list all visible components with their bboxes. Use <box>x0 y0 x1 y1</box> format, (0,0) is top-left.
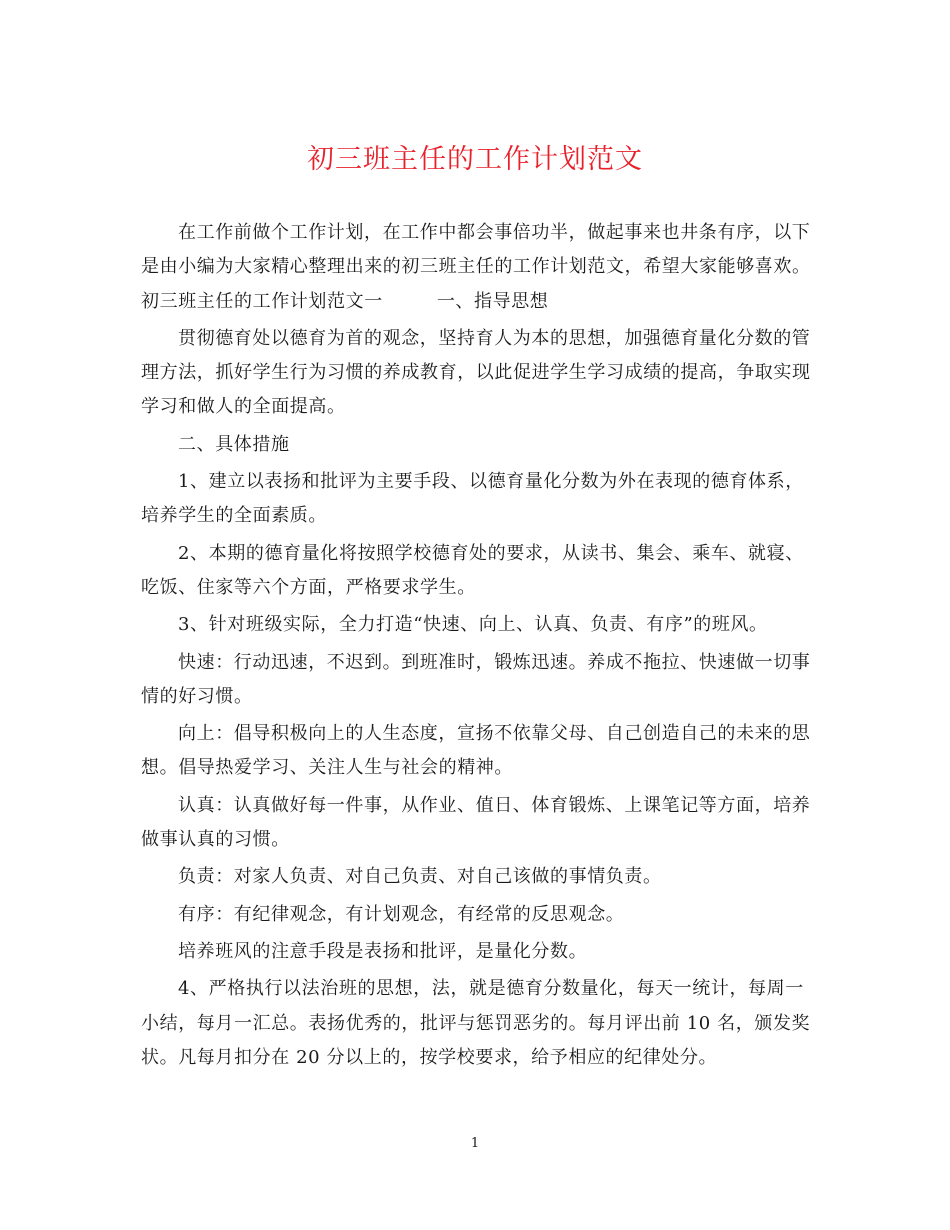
paragraph-line: 向上：倡导积极向上的人生态度，宣扬不依靠父母、自己创造自己的未来的思 <box>178 723 811 745</box>
document-title: 初三班主任的工作计划范文 <box>307 144 643 175</box>
section-heading: 二、具体措施 <box>178 433 290 455</box>
paragraph-line: 4、严格执行以法治班的思想，法，就是德育分数量化，每天一统计，每周一 <box>178 978 804 1000</box>
section-heading-line <box>141 285 814 319</box>
paragraph-line: 培养学生的全面素质。 <box>141 505 327 527</box>
paragraph-line: 学习和做人的全面提高。 <box>141 396 346 418</box>
paragraph-line: 吃饭、住家等六个方面，严格要求学生。 <box>141 576 476 598</box>
paragraph-line: 状。凡每月扣分在 20 分以上的，按学校要求，给予相应的纪律处分。 <box>141 1046 718 1068</box>
paragraph-line: 2、本期的德育量化将按照学校德育处的要求，从读书、集会、乘车、就寝、 <box>178 542 804 564</box>
paragraph-line: 培养班风的注意手段是表扬和批评，是量化分数。 <box>178 940 588 962</box>
paragraph-line: 做事认真的习惯。 <box>141 829 290 851</box>
section-heading: 一、指导思想 <box>436 290 549 312</box>
plan-subtitle: 初三班主任的工作计划范文一 <box>141 290 383 312</box>
paragraph-line: 贯彻德育处以德育为首的观念，坚持育人为本的思想，加强德育量化分数的管 <box>178 327 811 349</box>
paragraph-line: 有序：有纪律观念，有计划观念，有经常的反思观念。 <box>178 903 625 925</box>
page-number: 1 <box>470 1136 480 1151</box>
paragraph-line: 认真：认真做好每一件事，从作业、值日、体育锻炼、上课笔记等方面，培养 <box>178 794 811 816</box>
document-body <box>141 216 814 1075</box>
paragraph-line: 负责：对家人负责、对自己负责、对自己该做的事情负责。 <box>178 866 662 888</box>
paragraph-line: 是由小编为大家精心整理出来的初三班主任的工作计划范文，希望大家能够喜欢。 <box>141 256 811 278</box>
paragraph-line: 1、建立以表扬和批评为主要手段、以德育量化分数为外在表现的德育体系， <box>178 471 804 493</box>
paragraph-line: 情的好习惯。 <box>141 685 253 707</box>
paragraph-line: 快速：行动迅速，不迟到。到班准时，锻炼迅速。养成不拖拉、快速做一切事 <box>178 651 811 673</box>
paragraph-line: 在工作前做个工作计划，在工作中都会事倍功半，做起事来也井条有序，以下 <box>178 222 811 243</box>
paragraph-line: 想。倡导热爱学习、关注人生与社会的精神。 <box>141 757 513 779</box>
paragraph-line: 3、针对班级实际，全力打造“快速、向上、认真、负责、有序”的班风。 <box>178 614 768 636</box>
paragraph-line: 小结，每月一汇总。表扬优秀的，批评与惩罚恶劣的。每月评出前 10 名，颁发奖 <box>141 1012 811 1034</box>
paragraph-line: 理方法，抓好学生行为习惯的养成教育，以此促进学生学习成绩的提高，争取实现 <box>141 362 811 384</box>
